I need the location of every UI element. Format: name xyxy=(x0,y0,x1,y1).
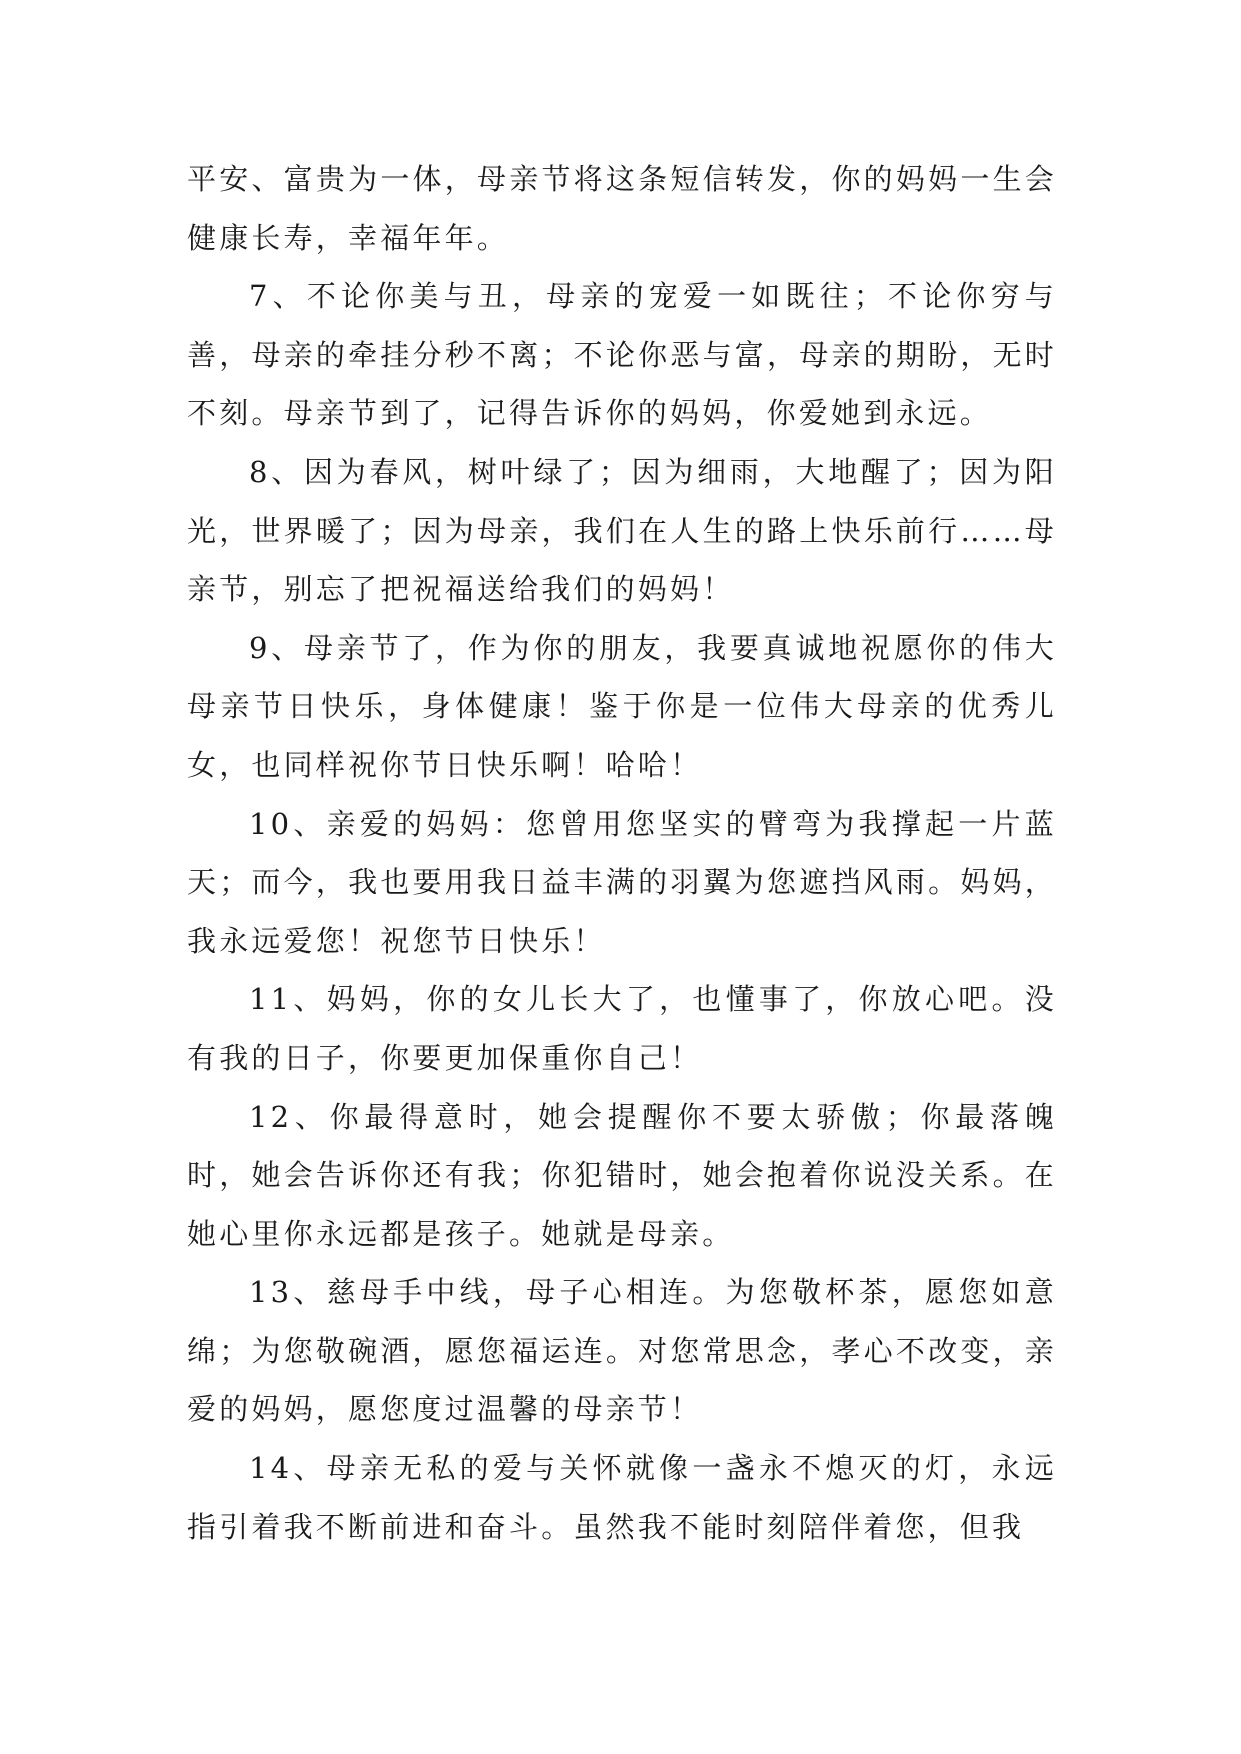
paragraph-14: 14、母亲无私的爱与关怀就像一盏永不熄灭的灯，永远指引着我不断前进和奋斗。虽然我不能时刻陪伴着您，但我 xyxy=(187,1451,1057,1544)
paragraph-12: 12、你最得意时，她会提醒你不要太骄傲；你最落魄时，她会告诉你还有我；你犯错时，她会抱着你说没关系。在她心里你永远都是孩子。她就是母亲。 xyxy=(187,1099,1057,1251)
paragraph-7: 7、不论你美与丑，母亲的宠爱一如既往；不论你穷与善，母亲的牵挂分秒不离；不论你恶与富，母亲的期盼，无时不刻。母亲节到了，记得告诉你的妈妈，你爱她到永远。 xyxy=(187,279,1057,431)
paragraph-11: 11、妈妈，你的女儿长大了，也懂事了，你放心吧。没有我的日子，你要更加保重你自己！ xyxy=(187,982,1057,1075)
paragraph-9: 9、母亲节了，作为你的朋友，我要真诚地祝愿你的伟大母亲节日快乐，身体健康！鉴于你是一位伟大母亲的优秀儿女，也同样祝你节日快乐啊！哈哈！ xyxy=(187,630,1057,782)
paragraph-10: 10、亲爱的妈妈：您曾用您坚实的臂弯为我撑起一片蓝天；而今，我也要用我日益丰满的羽翼为您遮挡风雨。妈妈，我永远爱您！祝您节日快乐！ xyxy=(187,806,1057,958)
paragraph-13: 13、慈母手中线，母子心相连。为您敬杯茶，愿您如意绵；为您敬碗酒，愿您福运连。对您常思念，孝心不改变，亲爱的妈妈，愿您度过温馨的母亲节！ xyxy=(187,1275,1057,1427)
paragraph-8: 8、因为春风，树叶绿了；因为细雨，大地醒了；因为阳光，世界暖了；因为母亲，我们在人生的路上快乐前行……母亲节，别忘了把祝福送给我们的妈妈！ xyxy=(187,454,1057,607)
document-body xyxy=(187,150,1057,1556)
paragraph-continuation: 平安、富贵为一体，母亲节将这条短信转发，你的妈妈一生会健康长寿，幸福年年。 xyxy=(187,162,1057,255)
